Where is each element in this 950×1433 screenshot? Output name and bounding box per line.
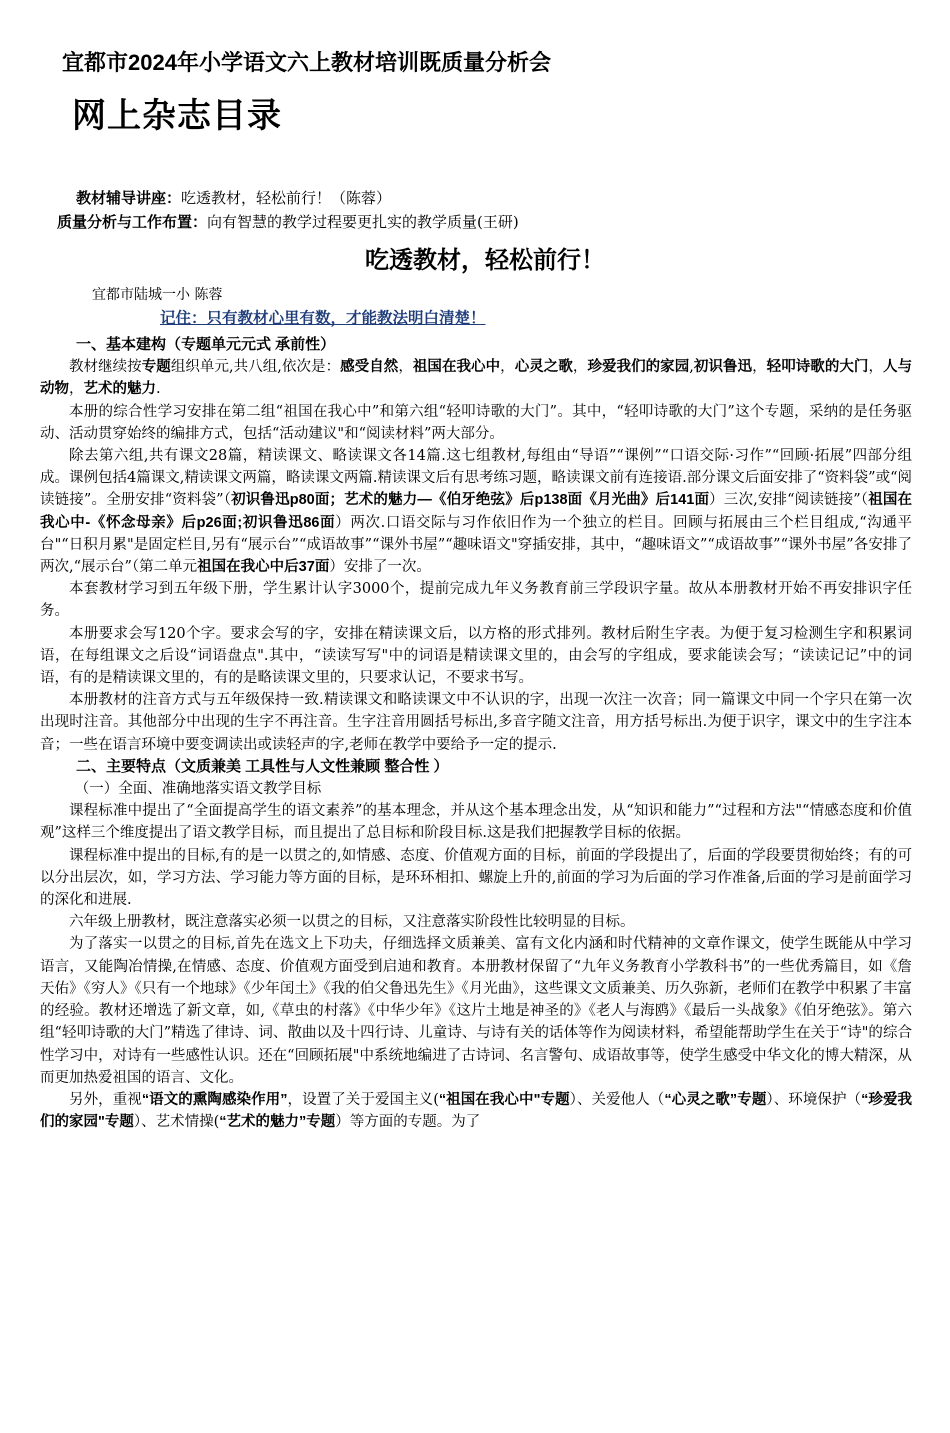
body-paragraph (40, 933, 912, 1088)
toc-entry-1[interactable] (0, 187, 950, 208)
article-title: 吃透教材，轻松前行！ (365, 247, 605, 274)
toc-entry-2[interactable] (0, 211, 950, 232)
emphasis-text: 专题 (141, 359, 171, 376)
paragraph-text: 六年级上册教材，既注意落实必须一以贯之的目标，又注意落实阶段性比较明显的目标。 (69, 914, 635, 931)
body-paragraph (40, 578, 912, 622)
paragraph-text: ， (500, 359, 515, 376)
emphasis-text: 初识鲁迅 (693, 359, 753, 376)
emphasis-text: “祖国在我心中"专题 (438, 1091, 570, 1108)
paragraph-text: ）三次,安排“阅读链接”（ (709, 492, 869, 509)
emphasis-text: 感受自然 (340, 359, 399, 376)
paragraph-text: ）安排了一次。 (329, 559, 431, 576)
paragraph-text: 本册要求会写120个字。要求会写的字，安排在精读课文后，以方格的形式排列。教材后附生字表。为便于复习检测生字和积累词语，在每组课文之后设“词语盘点".其中，“读读写写"中的词语是精读课文里的，由会写的字组成，要求能读会写；“读读记记”中的词语，有的是精读课文里的，有的是略读课文里的，只要求认记，不要求书写。 (40, 625, 912, 687)
paragraph-text: ， (572, 359, 588, 376)
emphasis-text: 心灵之歌 (514, 359, 573, 376)
emphasis-text: “艺术的魅力”专题 (219, 1114, 336, 1131)
paragraph-text: 为了落实一以贯之的目标,首先在选文上下功夫，仔细选择文质兼美、富有文化内涵和时代精神的文章作课文，使学生既能从中学习语言，又能陶冶情操,在情感、态度、价值观方面受到启迪和教育。本册教材保留了“九年义务教育小学教科书”的一些优秀篇目，如《詹天佑》《穷人》《只有一个地球》《少年闰土》《我的伯父鲁迅先生》《月光曲》，这些课文文质兼美、历久弥新，老师们在教学中积累了丰富的经验。教材还增选了新文章，如,《草虫的村落》《中华少年》《这片土地是神圣的》《老人与海鸥》《最后一头战象》《伯牙绝弦》。第六组“轻叩诗歌的大门”精选了律诗、词、散曲以及十四行诗、儿童诗、与诗有关的话体等作为阅读材料，希望能帮助学生在关于“诗"的综合性学习中，对诗有一些感性认识。还在“回顾拓展"中系统地编进了古诗词、名言警句、成语故事等，使学生感受中华文化的博大精深，从而更加热爱祖国的语言、文化。 (40, 936, 912, 1086)
emphasis-text: “心灵之歌”专题 (664, 1091, 767, 1108)
paragraph-text: 除去第六组,共有课文28篇，精读课文、略读课文各14篇.这七组教材,每组由“导语”“课例”“口语交际·习作”“回顾·拓展”四部分组成。课例包括4篇课文,精读课文两篇，略读课文两篇.精读课文后有思考练习题，略读课文前有连接语.部分课文后面安排了“资料袋”或“阅读链接”。全册安排“资料袋”（ (40, 448, 912, 509)
body-paragraph (40, 845, 912, 912)
meeting-header: 宜都市2024年小学语文六上教材培训既质量分析会 (62, 50, 551, 75)
paragraph-text: . (156, 381, 161, 398)
emphasis-text: 祖国在我心中后37面 (197, 559, 330, 576)
paragraph-text: 本册教材的注音方式与五年级保持一致.精读课文和略读课文中不认识的字，出现一次注一次音；同一篇课文中同一个字只在第一次出现时注音。其他部分中出现的生字不再注音。生字注音用圆括号标出,多音字随文注音，用方括号标出.为便于识字，课文中的生字注本音；一些在语言环境中要变调读出或读轻声的字,老师在教学中要给予一定的提示. (40, 692, 912, 753)
paragraph-text: 二、主要特点（文质兼美 工具性与人文性兼顾 整合性 ） (76, 757, 449, 775)
article-author: 宜都市陆城一小 陈蓉 (92, 287, 223, 303)
paragraph-text: 课程标准中提出的目标,有的是一以贯之的,如情感、态度、价值观方面的目标，前面的学段提出了，后面的学段要贯彻始终；有的可以分出层次，如，学习方法、学习能力等方面的目标，是环环相扣、螺旋上升的,前面的学习为后面的学习作准备,后面的学习是前面学习的深化和进展. (40, 847, 912, 909)
paragraph-text: 另外，重视 (69, 1091, 142, 1108)
section-heading (40, 334, 912, 356)
toc-entry-text: 向有智慧的教学过程要更扎实的教学质量(王研) (207, 213, 519, 231)
emphasis-text: 艺术的魅力 (83, 381, 156, 398)
paragraph-text: 本册的综合性学习安排在第二组“祖国在我心中”和第六组“轻叩诗歌的大门”。其中，“轻叩诗歌的大门”这个专题，采纳的是任务驱动、活动贯穿始终的编排方式，包括“活动建议"和“阅读材料”两大部分。 (40, 403, 912, 442)
paragraph-text: ，设置了关于爱国主义( (287, 1091, 439, 1108)
body-paragraph (40, 623, 912, 690)
body-paragraph (40, 401, 912, 445)
subsection-heading (40, 778, 912, 800)
emphasis-text: “语文的熏陶感染作用” (141, 1091, 288, 1108)
paragraph-text: ）两次.口语交际与习作依旧作为一个独立的栏目。回顾与拓展由三个栏目组成,“沟通平台"“日积月累"是固定栏目,另有“展示台”“成语故事”“课外书屋”“趣味语文"穿插安排，其中，“趣味语文”“成语故事”“课外书屋”各安排了两次,“展示台”（第二单元 (40, 514, 912, 576)
body-paragraph (40, 689, 912, 756)
paragraph-text: ）、艺术情操( (133, 1114, 220, 1131)
paragraph-text: , (689, 359, 694, 376)
emphasis-text: 祖国在我心中 (412, 359, 501, 376)
paragraph-text: ， (868, 359, 884, 376)
body-paragraph (40, 1089, 912, 1133)
paragraph-text: ， (752, 359, 767, 376)
body-paragraph (40, 911, 912, 933)
emphasis-text: 初识鲁迅p80面；艺术的魅力—《伯牙绝弦》后p138面《月光曲》后141面 (231, 492, 710, 509)
body-paragraph (40, 445, 912, 578)
paragraph-text: ）等方面的专题。为了 (335, 1114, 481, 1131)
paragraph-text: ）、环境保护（ (766, 1091, 862, 1108)
paragraph-text: ， (398, 359, 413, 376)
paragraph-text: 本套教材学习到五年级下册，学生累计认字3000个，提前完成九年义务教育前三学段识字量。故从本册教材开始不再安排识字任务。 (40, 581, 912, 620)
article-motto: 记住：只有教材心里有数，才能教法明白清楚！ (160, 310, 486, 327)
paragraph-text: （一）全面、准确地落实语文教学目标 (74, 781, 322, 798)
magazine-title: 网上杂志目录 (72, 97, 282, 135)
emphasis-text: 轻叩诗歌的大门 (766, 359, 869, 376)
paragraph-text: ， (69, 381, 84, 398)
emphasis-text: 祖国在我心中-《怀念母亲》后p26面;初识鲁迅86面 (40, 492, 912, 531)
section-heading (40, 756, 912, 778)
body-paragraph (40, 356, 912, 400)
emphasis-text: “珍爱我们的家园"专题 (40, 1091, 913, 1131)
paragraph-text: 一、基本建构（专题单元元式 承前性） (76, 336, 336, 353)
toc-entry-label: 教材辅导讲座： (76, 190, 182, 207)
paragraph-text: ）、关爱他人（ (569, 1091, 665, 1108)
paragraph-text: 教材继续按 (69, 359, 142, 376)
toc-entry-label: 质量分析与工作布置： (57, 214, 208, 231)
paragraph-text: 课程标准中提出了“全面提高学生的语文素养”的基本理念，并从这个基本理念出发，从“知识和能力”“过程和方法"“情感态度和价值观”这样三个维度提出了语文教学目标，而且提出了总目标和阶段目标.这是我们把握教学目标的依据。 (40, 803, 912, 842)
emphasis-text: 珍爱我们的家园 (587, 359, 690, 376)
paragraph-text: 组织单元,共八组,依次是： (170, 359, 341, 376)
toc-entry-text: 吃透教材，轻松前行！（陈蓉） (181, 189, 392, 207)
article-body (40, 334, 912, 1133)
body-paragraph (40, 800, 912, 844)
emphasis-text: 人与动物 (40, 359, 913, 398)
